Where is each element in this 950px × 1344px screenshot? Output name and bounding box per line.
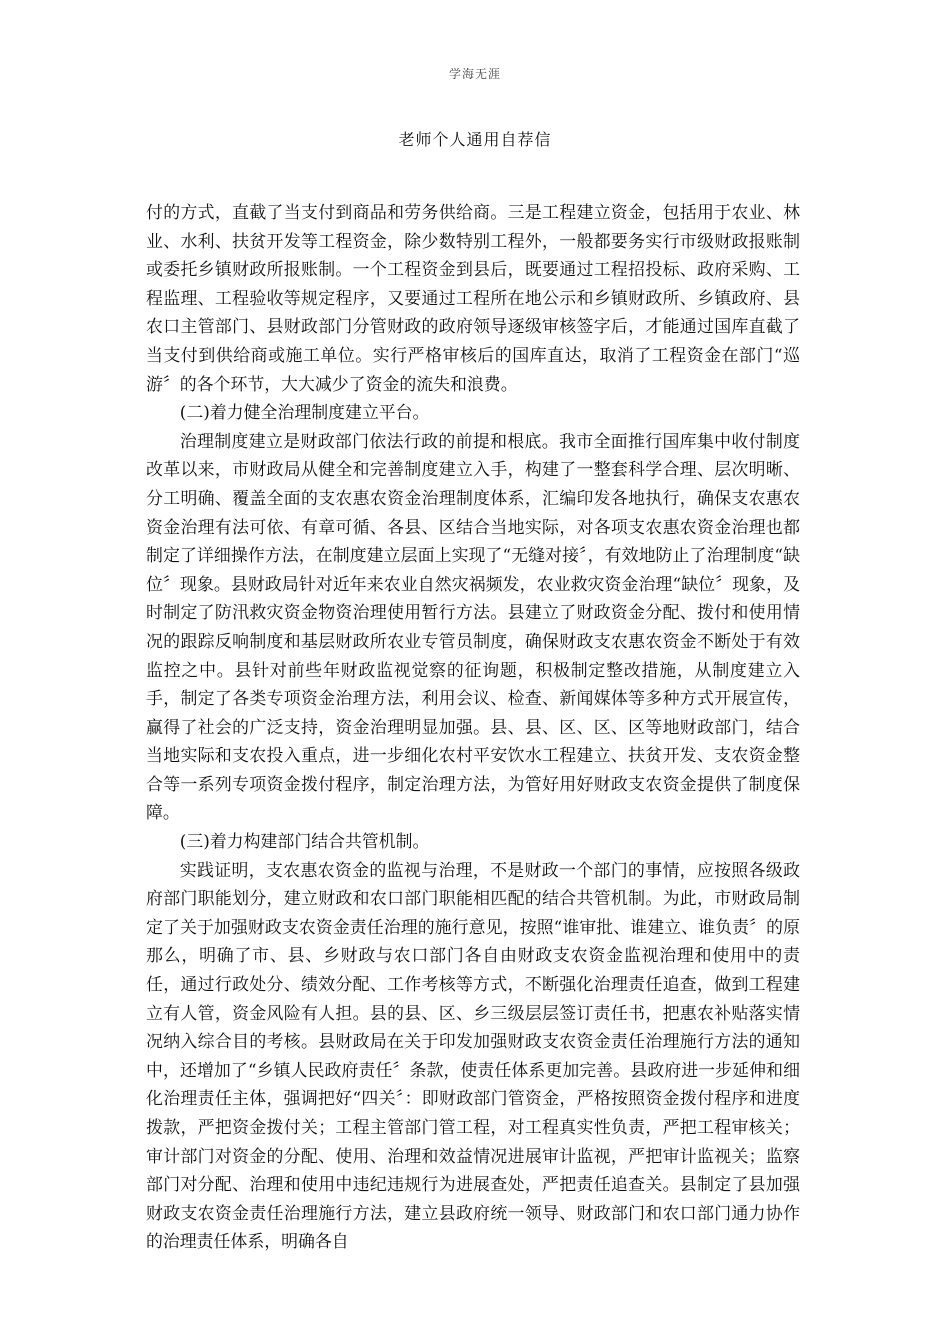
section-heading-2: (二)着力健全治理制度建立平台。 xyxy=(179,402,430,423)
document-body xyxy=(146,198,800,1256)
paragraph-continuation: 付的方式，直截了当支付到商品和劳务供给商。三是工程建立资金，包括用于农业、林业、水利、扶贫开发等工程资金，除少数特别工程外，一般都要务实行市级财政报账制或委托乡镇财政所报账制。一个工程资金到县后，既要通过工程招投标、政府采购、工程监理、工程验收等规定程序，又要通过工程所在地公示和乡镇财政所、乡镇政府、县农口主管部门、县财政部门分管财政的政府领导逐级审核签字后，才能通过国库直截了当支付到供给商或施工单位。实行严格审核后的国库直达，取消了工程资金在部门“巡游〞的各个环节，大大减少了资金的流失和浪费。 xyxy=(146,202,800,394)
document-title: 老师个人通用自荐信 xyxy=(398,130,552,149)
page-header: 学海无涯 xyxy=(448,67,501,81)
paragraph: 实践证明，支农惠农资金的监视与治理，不是财政一个部门的事情，应按照各级政府部门职能划分，建立财政和农口部门职能相匹配的结合共管机制。为此，市财政局制定了关于加强财政支农资金责任治理的施行意见，按照“谁审批、谁建立、谁负责〞的原那么，明确了市、县、乡财政与农口部门各自由财政支农资金监视治理和使用中的责任，通过行政处分、绩效分配、工作考核等方式，不断强化治理责任追查，做到工程建立有人管，资金风险有人担。县的县、区、乡三级层层签订责任书，把惠农补贴落实情况纳入综合目的考核。县财政局在关于印发加强财政支农资金责任治理施行方法的通知中，还增加了“乡镇人民政府责任〞条款，使责任体系更加完善。县政府进一步延伸和细化治理责任主体，强调把好“四关〞：即财政部门管资金，严格按照资金拨付程序和进度拨款，严把资金拨付关；工程主管部门管工程，对工程真实性负责，严把工程审核关；审计部门对资金的分配、使用、治理和效益情况进展审计监视，严把审计监视关；监察部门对分配、治理和使用中违纪违规行为进展查处，严把责任追查关。县制定了县加强财政支农资金责任治理施行方法，建立县政府统一领导、财政部门和农口部门通力协作的治理责任体系，明确各自 xyxy=(146,859,800,1252)
paragraph: 治理制度建立是财政部门依法行政的前提和根底。我市全面推行国库集中收付制度改革以来，市财政局从健全和完善制度建立入手，构建了一整套科学合理、层次明晰、分工明确、覆盖全面的支农惠农资金治理制度体系，汇编印发各地执行，确保支农惠农资金治理有法可依、有章可循、各县、区结合当地实际，对各项支农惠农资金治理也都制定了详细操作方法，在制度建立层面上实现了“无缝对接〞，有效地防止了治理制度“缺位〞现象。县财政局针对近年来农业自然灾祸频发，农业救灾资金治理“缺位〞现象，及时制定了防汛救灾资金物资治理使用暂行方法。县建立了财政资金分配、拨付和使用情况的跟踪反响制度和基层财政所农业专管员制度，确保财政支农惠农资金不断处于有效监控之中。县针对前些年财政监视觉察的征询题，积极制定整改措施，从制度建立入手，制定了各类专项资金治理方法，利用会议、检查、新闻媒体等多种方式开展宣传，赢得了社会的广泛支持，资金治理明显加强。县、县、区、区、区等地财政部门，结合当地实际和支农投入重点，进一步细化农村平安饮水工程建立、扶贫开发、支农资金整合等一系列专项资金拨付程序，制定治理方法，为管好用好财政支农资金提供了制度保障。 xyxy=(146,430,800,823)
section-heading-3: (三)着力构建部门结合共管机制。 xyxy=(179,831,430,852)
